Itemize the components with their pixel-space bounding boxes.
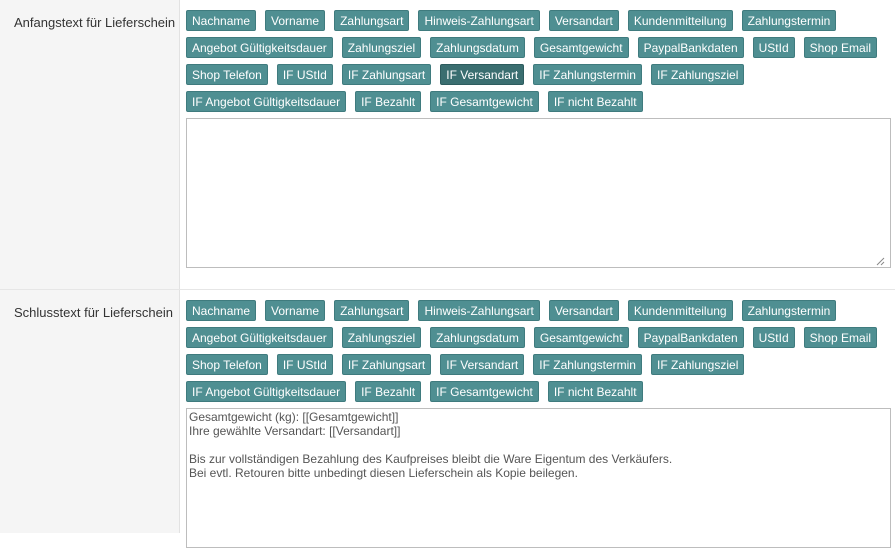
placeholder-tag-list [186,10,886,112]
placeholder-tag-button[interactable]: PaypalBankdaten [638,37,744,58]
placeholder-tag-button[interactable]: IF Gesamtgewicht [430,381,539,402]
resize-grip-icon[interactable] [876,257,885,266]
anfangstext-textarea[interactable] [186,118,891,268]
tag-row [186,327,886,348]
placeholder-tag-button[interactable]: Hinweis-Zahlungsart [418,10,539,31]
placeholder-tag-button[interactable]: IF Versandart [440,64,524,85]
placeholder-tag-button[interactable]: Zahlungsart [334,10,409,31]
placeholder-tag-button[interactable]: Versandart [549,10,619,31]
placeholder-tag-button[interactable]: UStId [753,37,795,58]
placeholder-tag-list [186,300,886,402]
tag-row [186,37,886,58]
tag-row [186,300,886,321]
placeholder-tag-button[interactable]: Kundenmitteilung [628,10,733,31]
placeholder-tag-button[interactable]: Gesamtgewicht [534,327,629,348]
placeholder-tag-button[interactable]: Angebot Gültigkeitsdauer [186,37,333,58]
placeholder-tag-button[interactable]: Zahlungstermin [742,300,837,321]
placeholder-tag-button[interactable]: Shop Telefon [186,64,268,85]
placeholder-tag-button[interactable]: Gesamtgewicht [534,37,629,58]
field-label: Schlusstext für Lieferschein [0,290,180,533]
placeholder-tag-button[interactable]: IF UStId [277,354,333,375]
placeholder-tag-button[interactable]: IF Gesamtgewicht [430,91,539,112]
placeholder-tag-button[interactable]: IF nicht Bezahlt [548,381,643,402]
placeholder-tag-button[interactable]: IF Bezahlt [355,91,421,112]
placeholder-tag-button[interactable]: Angebot Gültigkeitsdauer [186,327,333,348]
placeholder-tag-button[interactable]: Zahlungsziel [342,327,421,348]
placeholder-tag-button[interactable]: IF UStId [277,64,333,85]
placeholder-tag-button[interactable]: UStId [753,327,795,348]
tag-row [186,91,886,112]
field-cell [180,290,895,533]
placeholder-tag-button[interactable]: Zahlungsdatum [430,37,525,58]
placeholder-tag-button[interactable]: IF Bezahlt [355,381,421,402]
field-label: Anfangstext für Lieferschein [0,0,180,289]
placeholder-tag-button[interactable]: Zahlungsart [334,300,409,321]
placeholder-tag-button[interactable]: IF Zahlungsziel [651,64,744,85]
placeholder-tag-button[interactable]: IF Zahlungsart [342,354,431,375]
placeholder-tag-button[interactable]: Versandart [549,300,619,321]
placeholder-tag-button[interactable]: IF Zahlungsart [342,64,431,85]
tag-row [186,354,886,375]
placeholder-tag-button[interactable]: Hinweis-Zahlungsart [418,300,539,321]
placeholder-tag-button[interactable]: PaypalBankdaten [638,327,744,348]
placeholder-tag-button[interactable]: IF Zahlungstermin [533,64,642,85]
placeholder-tag-button[interactable]: IF Angebot Gültigkeitsdauer [186,91,346,112]
placeholder-tag-button[interactable]: IF nicht Bezahlt [548,91,643,112]
placeholder-tag-button[interactable]: Shop Telefon [186,354,268,375]
placeholder-tag-button[interactable]: Zahlungstermin [742,10,837,31]
placeholder-tag-button[interactable]: IF Versandart [440,354,524,375]
placeholder-tag-button[interactable]: Kundenmitteilung [628,300,733,321]
placeholder-tag-button[interactable]: Vorname [265,10,325,31]
placeholder-tag-button[interactable]: Shop Email [804,327,877,348]
placeholder-tag-button[interactable]: Zahlungsdatum [430,327,525,348]
tag-row [186,64,886,85]
placeholder-tag-button[interactable]: Vorname [265,300,325,321]
placeholder-tag-button[interactable]: Shop Email [804,37,877,58]
placeholder-tag-button[interactable]: Nachname [186,10,256,31]
placeholder-tag-button[interactable]: IF Angebot Gültigkeitsdauer [186,381,346,402]
tag-row [186,381,886,402]
placeholder-tag-button[interactable]: Nachname [186,300,256,321]
tag-row [186,10,886,31]
placeholder-tag-button[interactable]: Zahlungsziel [342,37,421,58]
placeholder-tag-button[interactable]: IF Zahlungstermin [533,354,642,375]
form-row-schlusstext [0,290,895,533]
placeholder-tag-button[interactable]: IF Zahlungsziel [651,354,744,375]
schlusstext-textarea[interactable]: Gesamtgewicht (kg): [[Gesamtgewicht]] Ihre gewählte Versandart: [[Versandart]] Bis zur vollständigen Bezahlung des Kaufpreises bleibt die Ware Eigentum des Verkäufers. Bei evtl. Retouren bitte unbedingt diesen Lieferschein als Kopie beilegen. [186,408,891,548]
field-cell [180,0,895,289]
